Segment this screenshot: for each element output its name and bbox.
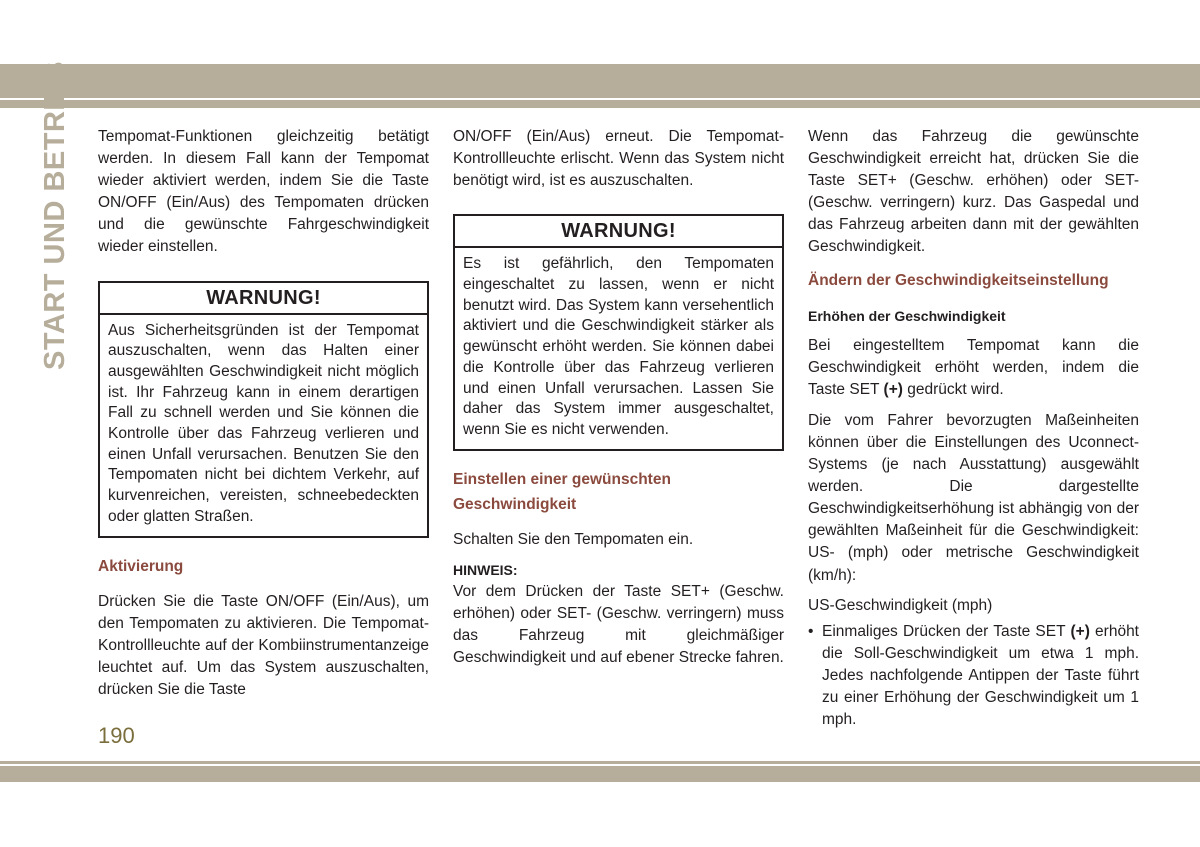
warning-body (455, 248, 782, 448)
warning-body (100, 315, 427, 536)
column-2 (453, 126, 784, 669)
paragraph: ON/OFF (Ein/Aus) erneut. Die Tempomat-Kontrollleuchte erlischt. Wenn das System nicht benötigt wird, ist es auszuschalten. (453, 128, 784, 190)
hint-label: HINWEIS: (453, 561, 518, 578)
warning-text: Es ist gefährlich, den Tempomaten eingeschaltet zu lassen, wenn er nicht benutzt wird. Das System kann versehentlich aktiviert und die Geschwindigkeit stärker als gewünscht erhöht werden. Sie können dabei die Kontrolle über das Fahrzeug verlieren und einen Unfall verursachen. Lassen Sie daher das System immer ausgeschaltet, wenn Sie es nicht verwenden. (463, 255, 774, 438)
warning-box (98, 281, 429, 538)
paragraph: Wenn das Fahrzeug die gewünschte Geschwindigkeit erreicht hat, drücken Sie die Taste SET+ (Geschw. erhöhen) oder SET- (Geschw. verringern) kurz. Das Gaspedal und das Fahrzeug arbeiten dann mit der gewählten Geschwindigkeit. (808, 128, 1139, 256)
warning-title: WARNUNG! (455, 216, 782, 248)
paragraph-text: Bei eingestelltem Tempomat kann die Geschwindigkeit erhöht werden, indem die Taste SET (808, 336, 1139, 398)
warning-text: Aus Sicherheitsgründen ist der Tempomat auszuschalten, wenn das Halten einer ausgewählten Geschwindigkeit nicht möglich ist. Ihr Fahrzeug kann in einem derartigen Fall zu schnell werden und Sie können die Kontrolle über das Fahrzeug verlieren und einen Unfall verursachen. Benutzen Sie den Tempomaten nicht bei dichtem Verkehr, auf kurvenreichen, vereisten, schneebedeckten oder glatten Straßen. (108, 321, 419, 525)
bullet-icon: • (808, 622, 814, 640)
paragraph: Drücken Sie die Taste ON/OFF (Ein/Aus), um den Tempomaten zu aktivieren. Die Tempomat-Kontrollleuchte auf der Kombiinstrumentanzeige leuchtet auf. Um das System auszuschalten, drücken Sie die Taste (98, 592, 429, 698)
button-symbol: (+) (883, 380, 903, 398)
list-text: erhöht die Soll-Geschwindigkeit um etwa 1 mph. Jedes nachfolgende Antippen der Taste führt zu einer Erhöhung der Geschwindigkeit um 1 mph. (822, 622, 1139, 728)
warning-box (453, 214, 784, 450)
section-side-title: START UND BETRIEB (39, 60, 71, 370)
unit-heading: US-Geschwindigkeit (mph) (808, 596, 993, 614)
button-symbol: (+) (1070, 622, 1090, 640)
paragraph-text: gedrückt wird. (902, 380, 1004, 398)
list-text: Einmaliges Drücken der Taste SET (822, 622, 1071, 640)
paragraph (808, 335, 1139, 401)
paragraph: Schalten Sie den Tempomaten ein. (453, 530, 694, 548)
warning-title: WARNUNG! (100, 283, 427, 315)
paragraph: Die vom Fahrer bevorzugten Maßeinheiten können über die Einstellungen des Uconnect-Systems (je nach Ausstattung) ausgewählt werden. Die dargestellte Geschwindigkeitserhöhung ist abhängig von der gewählten Maßeinheit für die Geschwindigkeit: US- (mph) oder metrische Geschwindigkeit (km/h): (808, 411, 1139, 584)
section-heading: Ändern der Geschwindigkeitseinstellung (808, 271, 1109, 289)
subsection-heading: Erhöhen der Geschwindigkeit (808, 307, 1006, 324)
column-1 (98, 126, 429, 701)
list-item (808, 621, 1139, 731)
page-number: 190 (98, 723, 135, 748)
list-item-text (822, 621, 1139, 731)
footer-rule (0, 761, 1200, 764)
hint-text: Vor dem Drücken der Taste SET+ (Geschw. erhöhen) oder SET- (Geschw. verringern) muss das Fahrzeug mit gleichmäßiger Geschwindigkeit und auf ebener Strecke fahren. (453, 582, 784, 666)
section-heading: Aktivierung (98, 557, 184, 575)
column-3 (808, 126, 1139, 731)
header-rule (0, 100, 1200, 108)
section-heading: Einstellen einer gewünschten Geschwindigkeit (453, 470, 671, 513)
paragraph: Tempomat-Funktionen gleichzeitig betätigt werden. In diesem Fall kann der Tempomat wieder aktiviert werden, indem Sie die Taste ON/OFF (Ein/Aus) des Tempomaten drücken und die gewünschte Fahrgeschwindigkeit wieder einstellen. (98, 128, 429, 256)
footer-band (0, 766, 1200, 782)
header-band (0, 64, 1200, 98)
